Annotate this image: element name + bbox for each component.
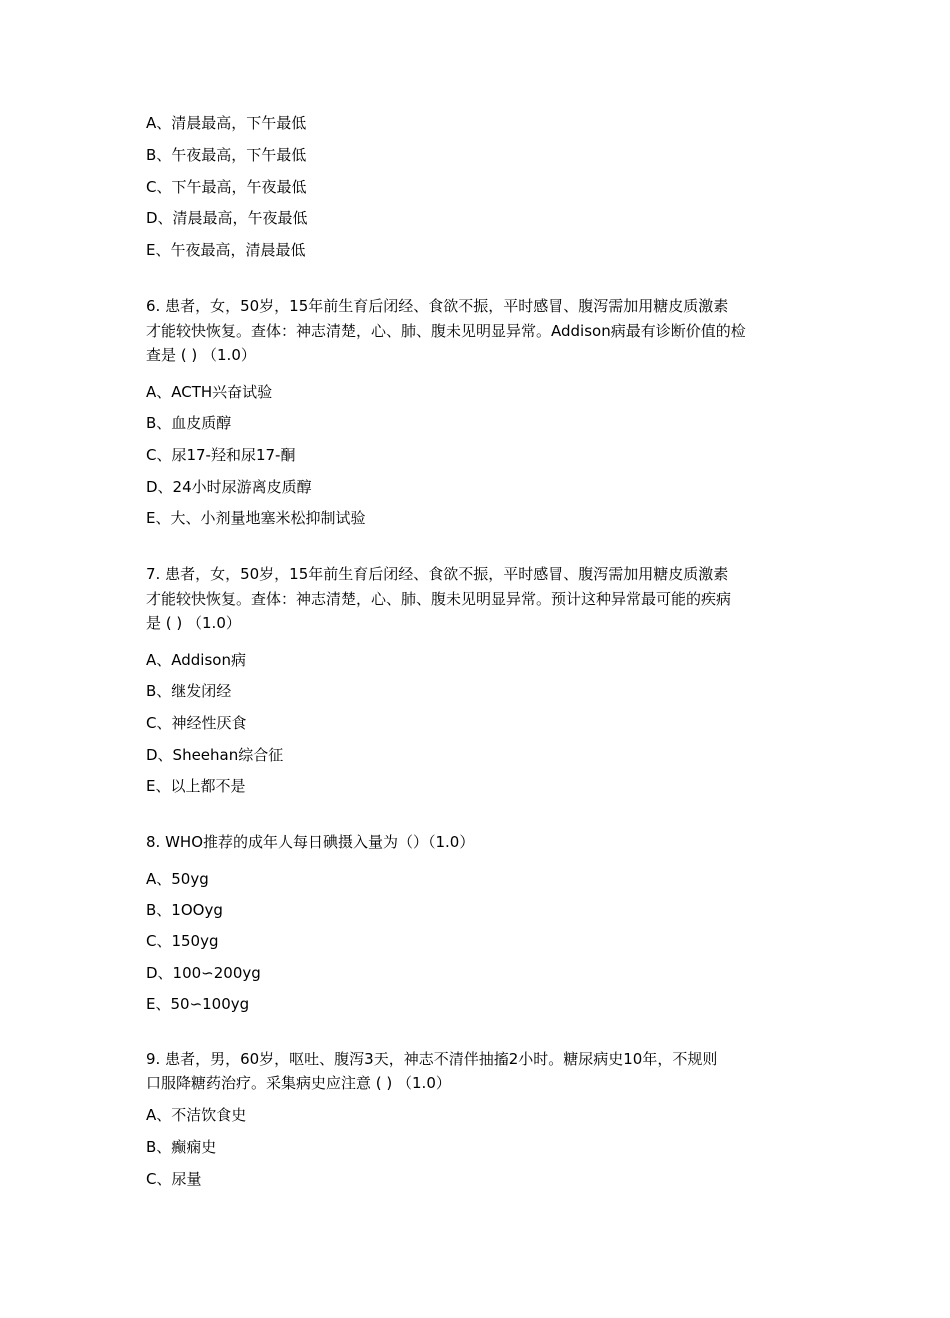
option-e: E、大、小剂量地塞米松抑制试验 <box>146 509 366 527</box>
question-7-line-1: 7. 患者，女，50岁，15年前生育后闭经、食欲不振，平时感冒、腹泻需加用糖皮质激素 <box>146 565 729 583</box>
question-7-line-3: 是 ( ) （1.0） <box>146 614 241 632</box>
option-c: C、下午最高，午夜最低 <box>146 178 307 196</box>
question-7-line-2: 才能较快恢复。查体：神志清楚，心、肺、腹未见明显异常。预计这种异常最可能的疾病 <box>146 590 732 608</box>
option-a: A、ACTH兴奋试验 <box>146 383 273 401</box>
question-6-line-2: 才能较快恢复。查体：神志清楚，心、肺、腹未见明显异常。Addison病最有诊断价值的检 <box>146 322 746 340</box>
question-6-line-3: 查是 ( ) （1.0） <box>146 346 256 364</box>
question-6-line-1: 6. 患者，女，50岁，15年前生育后闭经、食欲不振，平时感冒、腹泻需加用糖皮质激素 <box>146 297 729 315</box>
option-a: A、50yg <box>146 870 209 888</box>
question-9-line-2: 口服降糖药治疗。采集病史应注意 ( ) （1.0） <box>146 1074 451 1092</box>
option-b: B、继发闭经 <box>146 682 232 700</box>
option-b: B、午夜最高，下午最低 <box>146 146 307 164</box>
option-c: C、150yg <box>146 932 219 950</box>
option-d: D、Sheehan综合征 <box>146 746 284 764</box>
option-b: B、1OOyg <box>146 901 223 919</box>
question-9-line-1: 9. 患者，男，60岁，呕吐、腹泻3天，神志不清伴抽搐2小时。糖尿病史10年，不规则 <box>146 1050 718 1068</box>
option-a: A、不洁饮食史 <box>146 1106 247 1124</box>
option-c: C、尿量 <box>146 1170 202 1188</box>
option-e: E、午夜最高，清晨最低 <box>146 241 306 259</box>
question-8-line-1: 8. WHO推荐的成年人每日碘摄入量为（）（1.0） <box>146 833 475 851</box>
option-e: E、50∽100yg <box>146 995 250 1013</box>
option-a: A、Addison病 <box>146 651 246 669</box>
option-d: D、清晨最高，午夜最低 <box>146 209 308 227</box>
option-c: C、神经性厌食 <box>146 714 247 732</box>
option-a: A、清晨最高，下午最低 <box>146 114 307 132</box>
option-b: B、血皮质醇 <box>146 414 232 432</box>
option-e: E、以上都不是 <box>146 777 246 795</box>
option-d: D、100∽200yg <box>146 964 261 982</box>
option-d: D、24小时尿游离皮质醇 <box>146 478 312 496</box>
option-b: B、癫痫史 <box>146 1138 217 1156</box>
option-c: C、尿17-羟和尿17-酮 <box>146 446 296 464</box>
